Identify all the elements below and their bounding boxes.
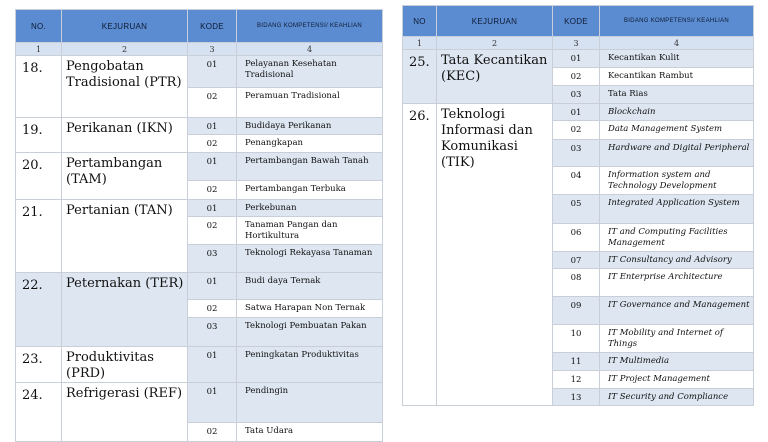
header-kode: KODE (188, 10, 237, 43)
kode-cell: 02 (188, 181, 237, 200)
left-table (15, 9, 383, 442)
table-row (16, 347, 383, 383)
kode-cell: 02 (188, 88, 237, 118)
kejuruan-name: Refrigerasi (REF) (62, 383, 188, 442)
bidang-cell: Pertambangan Bawah Tanah (237, 153, 383, 181)
bidang-cell: Pertambangan Terbuka (237, 181, 383, 200)
col-number: 3 (188, 43, 237, 56)
bidang-cell: Satwa Harapan Non Ternak (237, 300, 383, 318)
header-no: NO. (16, 10, 62, 43)
bidang-cell: Pendingin (237, 383, 383, 423)
table-row (16, 118, 383, 135)
kejuruan-name: Tata Kecantikan (KEC) (437, 50, 553, 104)
kode-cell: 02 (188, 423, 237, 442)
header-bidang: BIDANG KOMPETENSI/ KEAHLIAN (237, 10, 383, 43)
col-number: 2 (437, 37, 553, 50)
row-number: 21. (16, 200, 62, 273)
left-number-row (16, 43, 383, 56)
bidang-cell: Peramuan Tradisional (237, 88, 383, 118)
kejuruan-name: Pertambangan (TAM) (62, 153, 188, 200)
kode-cell: 13 (553, 389, 600, 406)
bidang-cell: IT and Computing Facilities Management (600, 224, 754, 252)
col-number: 4 (600, 37, 754, 50)
kode-cell: 09 (553, 297, 600, 325)
header-bidang: BIDANG KOMPETENSI/ KEAHLIAN (600, 6, 754, 37)
table-row (16, 273, 383, 300)
kejuruan-name: Perikanan (IKN) (62, 118, 188, 153)
table-row (16, 153, 383, 181)
kode-cell: 04 (553, 167, 600, 195)
row-number: 26. (403, 104, 437, 406)
bidang-cell: Kecantikan Kulit (600, 50, 754, 68)
kode-cell: 02 (188, 217, 237, 245)
kejuruan-name: Produktivitas (PRD) (62, 347, 188, 383)
kode-cell: 02 (188, 135, 237, 153)
kode-cell: 01 (188, 347, 237, 383)
bidang-cell: Kecantikan Rambut (600, 68, 754, 86)
table-row (403, 50, 754, 68)
table-row (16, 200, 383, 217)
kode-cell: 10 (553, 325, 600, 353)
row-number: 23. (16, 347, 62, 383)
left-header-row (16, 10, 383, 43)
bidang-cell: IT Enterprise Architecture (600, 269, 754, 297)
kode-cell: 07 (553, 252, 600, 269)
kejuruan-name: Peternakan (TER) (62, 273, 188, 347)
col-number: 1 (16, 43, 62, 56)
row-number: 22. (16, 273, 62, 347)
bidang-cell: Tanaman Pangan dan Hortikultura (237, 217, 383, 245)
bidang-cell: Tata Rias (600, 86, 754, 104)
bidang-cell: Blockchain (600, 104, 754, 121)
bidang-cell: Penangkapan (237, 135, 383, 153)
kejuruan-name: Teknologi Informasi dan Komunikasi (TIK) (437, 104, 553, 406)
row-number: 25. (403, 50, 437, 104)
row-number: 19. (16, 118, 62, 153)
right-table-body (403, 6, 754, 406)
row-number: 24. (16, 383, 62, 442)
kode-cell: 01 (188, 273, 237, 300)
bidang-cell: IT Multimedia (600, 353, 754, 371)
col-number: 4 (237, 43, 383, 56)
table-row (403, 104, 754, 121)
bidang-cell: IT Governance and Management (600, 297, 754, 325)
kode-cell: 05 (553, 195, 600, 224)
bidang-cell: Information system and Technology Development (600, 167, 754, 195)
col-number: 3 (553, 37, 600, 50)
col-number: 2 (62, 43, 188, 56)
table-row (16, 383, 383, 423)
kode-cell: 03 (188, 318, 237, 347)
header-kode: KODE (553, 6, 600, 37)
right-header-row (403, 6, 754, 37)
left-table-body (16, 10, 383, 442)
bidang-cell: Budidaya Perikanan (237, 118, 383, 135)
kode-cell: 01 (188, 383, 237, 423)
kode-cell: 08 (553, 269, 600, 297)
kode-cell: 01 (188, 118, 237, 135)
row-number: 20. (16, 153, 62, 200)
bidang-cell: Perkebunan (237, 200, 383, 217)
kode-cell: 01 (553, 50, 600, 68)
kode-cell: 03 (188, 245, 237, 273)
kode-cell: 03 (553, 140, 600, 167)
bidang-cell: Peningkatan Produktivitas (237, 347, 383, 383)
row-number: 18. (16, 56, 62, 118)
kode-cell: 11 (553, 353, 600, 371)
bidang-cell: Teknologi Pembuatan Pakan (237, 318, 383, 347)
kode-cell: 01 (553, 104, 600, 121)
bidang-cell: Hardware and Digital Peripheral (600, 140, 754, 167)
header-no: NO (403, 6, 437, 37)
kode-cell: 02 (553, 121, 600, 140)
bidang-cell: Data Management System (600, 121, 754, 140)
kode-cell: 01 (188, 56, 237, 88)
bidang-cell: Budi daya Ternak (237, 273, 383, 300)
kode-cell: 03 (553, 86, 600, 104)
bidang-cell: IT Consultancy and Advisory (600, 252, 754, 269)
kode-cell: 06 (553, 224, 600, 252)
bidang-cell: Integrated Application System (600, 195, 754, 224)
bidang-cell: Pelayanan Kesehatan Tradisional (237, 56, 383, 88)
header-kejuruan: KEJURUAN (437, 6, 553, 37)
bidang-cell: IT Mobility and Internet of Things (600, 325, 754, 353)
header-kejuruan: KEJURUAN (62, 10, 188, 43)
bidang-cell: IT Project Management (600, 371, 754, 389)
kode-cell: 12 (553, 371, 600, 389)
kejuruan-name: Pertanian (TAN) (62, 200, 188, 273)
table-row (16, 56, 383, 88)
bidang-cell: Tata Udara (237, 423, 383, 442)
right-table (402, 5, 754, 406)
kode-cell: 02 (188, 300, 237, 318)
bidang-cell: IT Security and Compliance (600, 389, 754, 406)
right-number-row (403, 37, 754, 50)
col-number: 1 (403, 37, 437, 50)
kode-cell: 01 (188, 200, 237, 217)
kode-cell: 02 (553, 68, 600, 86)
kejuruan-name: Pengobatan Tradisional (PTR) (62, 56, 188, 118)
bidang-cell: Teknologi Rekayasa Tanaman (237, 245, 383, 273)
kode-cell: 01 (188, 153, 237, 181)
